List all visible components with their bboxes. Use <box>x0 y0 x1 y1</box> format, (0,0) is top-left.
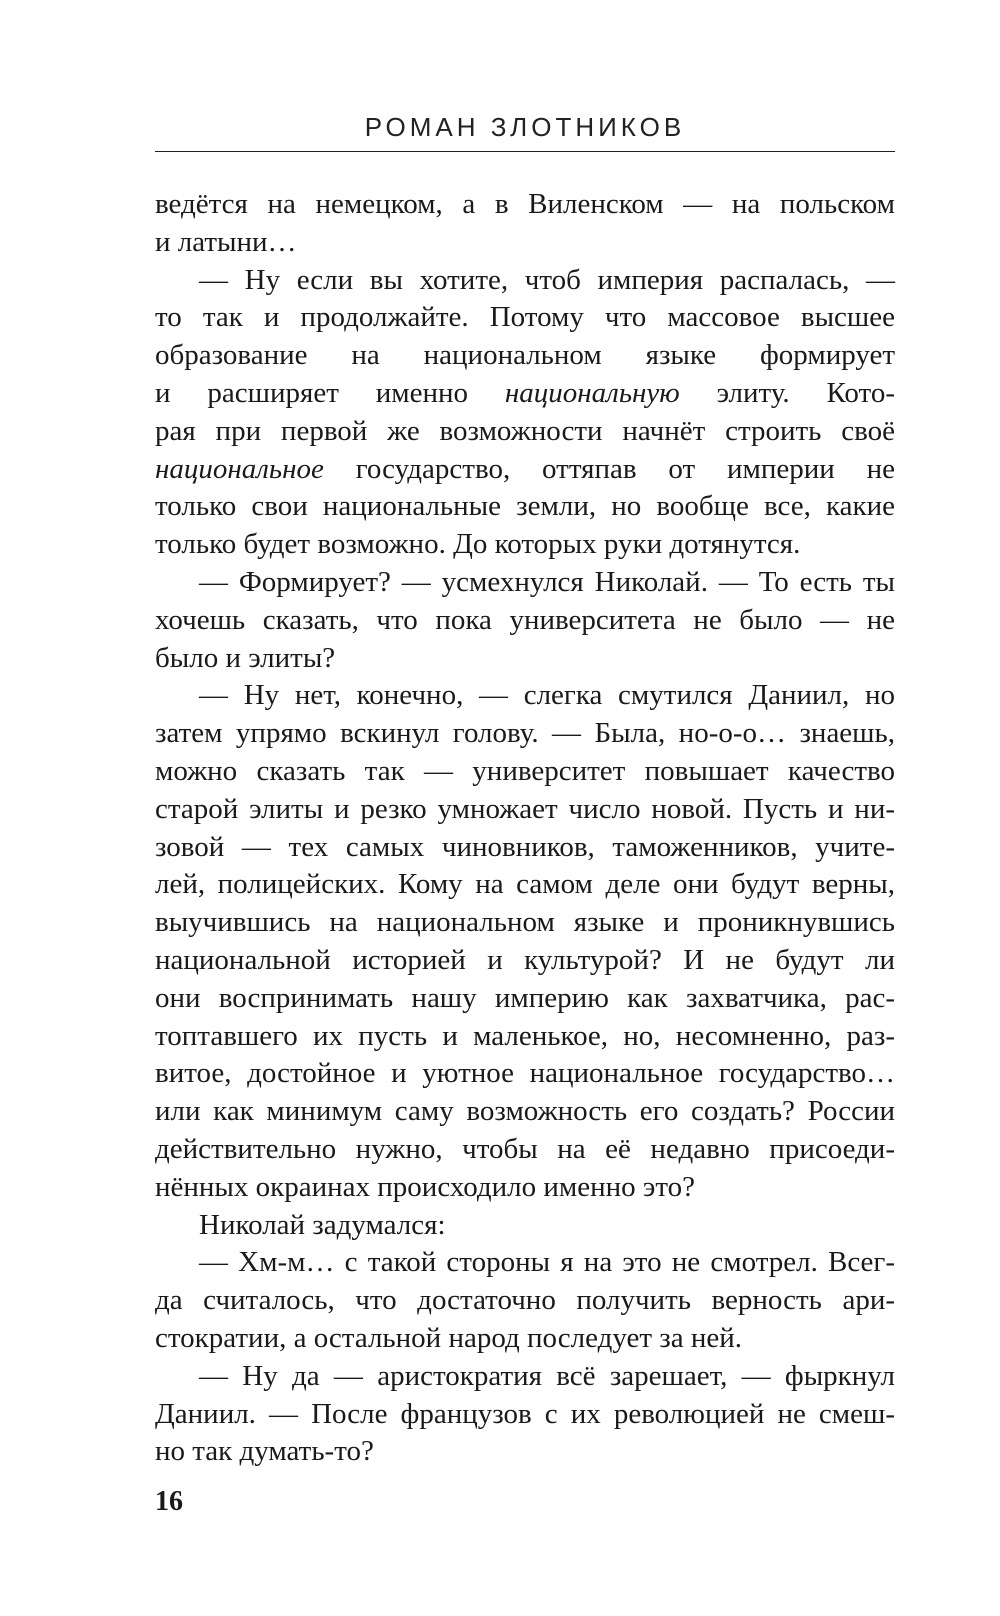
running-head: РОМАН ЗЛОТНИКОВ <box>364 112 686 142</box>
italic-emphasis: национальную <box>504 376 680 409</box>
text-line: рая при первой же возможности начнёт строить своё <box>155 414 895 447</box>
text-line: — Ну если вы хотите, чтоб империя распалась, — <box>199 263 895 296</box>
text-line: зовой — тех самых чиновников, таможенников, учите- <box>155 830 895 863</box>
text-line: или как минимум саму возможность его создать? России <box>155 1095 895 1128</box>
text-segment: и расширяет именно <box>155 376 469 409</box>
text-line: только будет возможно. До которых руки дотянутся. <box>155 528 801 561</box>
text-line: стократии, а остальной народ последует за ней. <box>155 1321 742 1354</box>
text-line: но так думать-то? <box>155 1435 374 1468</box>
text-line: лей, полицейских. Кому на самом деле они будут верны, <box>155 868 895 901</box>
text-segment: государство, оттяпав от империи не <box>355 452 896 485</box>
text-line: ведётся на немецком, а в Виленском — на польском <box>155 188 895 220</box>
text-line: затем упрямо вскинул голову. — Была, но-о-о… знаешь, <box>155 717 895 750</box>
text-line: то так и продолжайте. Потому что массовое высшее <box>155 301 895 334</box>
text-line <box>155 451 895 489</box>
text-line: Даниил. — После французов с их революцией не смеш- <box>155 1397 895 1430</box>
text-line: действительно нужно, чтобы на её недавно присоеди- <box>155 1132 895 1165</box>
text-line: национальной историей и культурой? И не будут ли <box>155 943 895 976</box>
text-line: — Хм-м… с такой стороны я на это не смотрел. Всег- <box>199 1246 895 1279</box>
text-line: — Ну да — аристократия всё зарешает, — фыркнул <box>199 1359 895 1392</box>
text-line: витое, достойное и уютное национальное государство… <box>155 1057 895 1090</box>
text-line: они воспринимать нашу империю как захватчика, рас- <box>155 981 895 1014</box>
text-line: только свои национальные земли, но вообще все, какие <box>155 490 895 523</box>
text-line <box>155 375 895 413</box>
text-line: хочешь сказать, что пока университета не было — не <box>155 603 895 636</box>
text-line: топтавшего их пусть и маленькое, но, несомненно, раз- <box>155 1019 895 1052</box>
text-line: нённых окраинах происходило именно это? <box>155 1170 696 1203</box>
text-line: образование на национальном языке формирует <box>155 339 895 372</box>
text-line: — Ну нет, конечно, — слегка смутился Даниил, но <box>199 679 895 712</box>
text-line: и латыни… <box>155 225 297 258</box>
text-line: — Формирует? — усмехнулся Николай. — То есть ты <box>199 565 895 598</box>
page-number: 16 <box>155 1486 183 1517</box>
text-line: старой элиты и резко умножает число новой. Пусть и ни- <box>155 792 895 825</box>
text-line: было и элиты? <box>155 641 336 674</box>
header-rule <box>155 151 895 152</box>
text-line: выучившись на национальном языке и проникнувшись <box>155 906 895 939</box>
body-text <box>155 186 895 1471</box>
text-segment: элиту. Кото- <box>716 376 895 409</box>
text-line: можно сказать так — университет повышает качество <box>155 754 895 787</box>
italic-emphasis: национальное <box>155 452 324 485</box>
text-line: да считалось, что достаточно получить верность ари- <box>155 1284 895 1317</box>
text-line: Николай задумался: <box>199 1208 446 1241</box>
